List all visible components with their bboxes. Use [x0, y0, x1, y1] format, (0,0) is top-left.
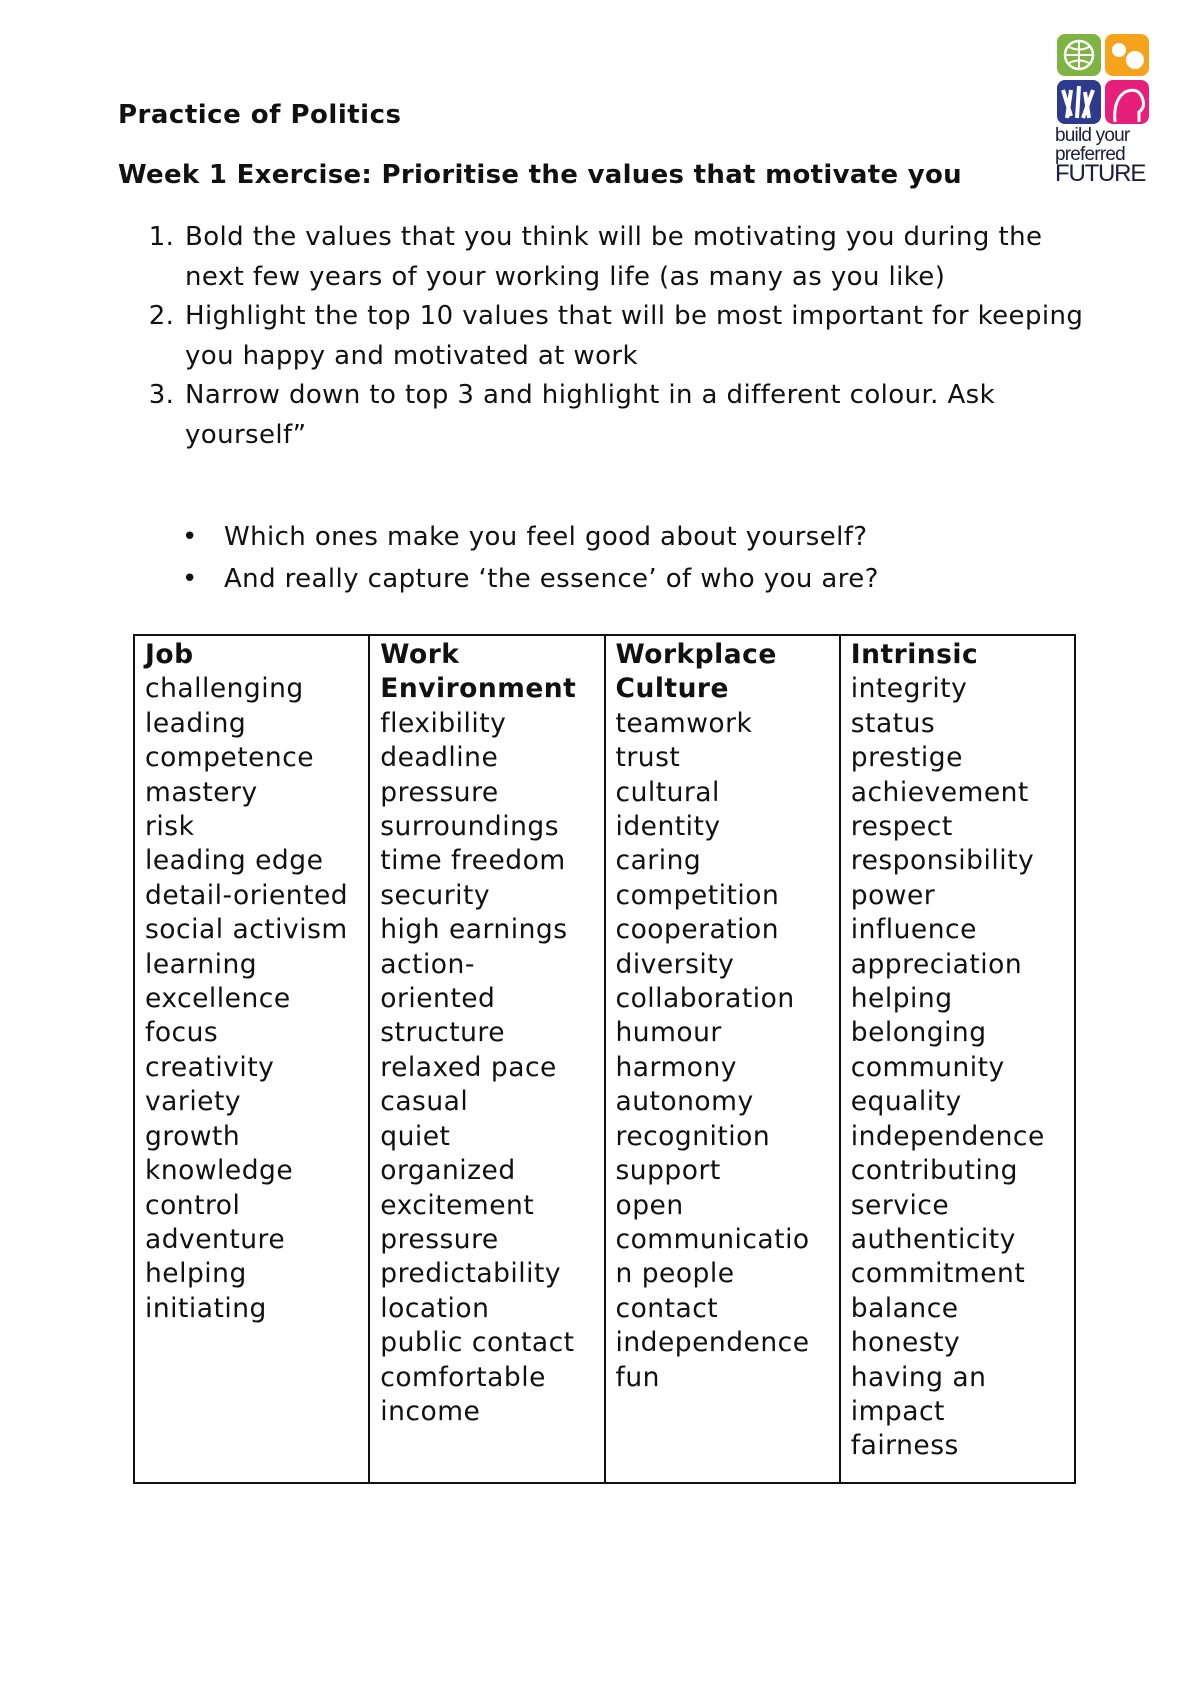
value-item: appreciation	[850, 948, 1023, 980]
value-item: authenticity	[850, 1223, 1016, 1255]
value-item: honesty	[850, 1327, 961, 1359]
value-item: pressure	[380, 776, 499, 808]
value-item: oriented	[380, 983, 496, 1015]
value-item: influence	[850, 914, 977, 946]
value-item: surroundings	[380, 811, 560, 843]
value-item: support	[615, 1155, 721, 1187]
value-item: helping	[145, 1258, 247, 1290]
value-item: diversity	[615, 948, 735, 980]
value-item: flexibility	[380, 707, 507, 739]
exercise-title: Week 1 Exercise: Prioritise the values that motivate you	[118, 160, 962, 190]
value-item: power	[850, 879, 936, 911]
value-item: impact	[850, 1395, 945, 1427]
value-item: having an	[850, 1361, 987, 1393]
values-list-work-environment	[380, 707, 593, 1430]
value-item: helping	[850, 983, 953, 1015]
value-item: equality	[850, 1086, 962, 1118]
value-item: humour	[615, 1017, 722, 1049]
column-header-work-environment-line2: Environment	[380, 673, 577, 705]
value-item: commitment	[850, 1258, 1026, 1290]
value-item: competence	[145, 742, 315, 774]
value-item: location	[380, 1292, 490, 1324]
value-item: pressure	[380, 1223, 499, 1255]
value-item: competition	[615, 879, 780, 911]
reflection-question-text: And really capture ‘the essence’ of who you are?	[224, 564, 879, 594]
reflection-question	[182, 558, 1082, 600]
value-item: detail-oriented	[145, 879, 349, 911]
logo-text-line1: build your	[1055, 125, 1130, 146]
value-item: caring	[615, 845, 702, 877]
build-your-preferred-future-logo	[1055, 34, 1153, 194]
column-header-workplace-culture-line2: Culture	[615, 673, 729, 705]
value-item: independence	[615, 1327, 810, 1359]
value-item: fun	[615, 1361, 660, 1393]
value-item: variety	[145, 1086, 242, 1118]
value-item: action-	[380, 948, 475, 980]
value-item: comfortable	[380, 1361, 546, 1393]
value-item: leading	[145, 707, 247, 739]
values-column-workplace-culture	[605, 635, 840, 1483]
value-item: integrity	[850, 673, 968, 705]
values-column-intrinsic	[840, 635, 1075, 1483]
value-item: collaboration	[615, 983, 795, 1015]
value-item: contributing	[850, 1155, 1018, 1187]
column-header-work-environment-line1: Work	[380, 639, 460, 670]
value-item: predictability	[380, 1258, 562, 1290]
value-item: balance	[850, 1292, 959, 1324]
value-item: initiating	[145, 1292, 267, 1324]
value-item: challenging	[145, 673, 304, 705]
value-item: n people	[615, 1258, 735, 1290]
value-item: quiet	[380, 1120, 451, 1152]
value-item: belonging	[850, 1017, 987, 1049]
value-item: autonomy	[615, 1086, 754, 1118]
column-header-job: Job	[145, 639, 194, 670]
value-item: time freedom	[380, 845, 566, 877]
reflection-question	[182, 516, 1082, 558]
value-item: teamwork	[615, 707, 753, 739]
value-item: growth	[145, 1120, 241, 1152]
column-header-workplace-culture-line1: Workplace	[615, 639, 777, 670]
value-item: excitement	[380, 1189, 535, 1221]
value-item: contact	[615, 1292, 719, 1324]
values-table	[133, 634, 1076, 1484]
value-item: knowledge	[145, 1155, 294, 1187]
values-list-workplace-culture	[616, 707, 829, 1395]
instruction-step-2: 2. Highlight the top 10 values that will be most important for keeping you happy and motivated at work	[183, 297, 1103, 376]
value-item: focus	[145, 1017, 219, 1049]
value-item: deadline	[380, 742, 499, 774]
value-item: service	[850, 1189, 950, 1221]
value-item: control	[145, 1189, 241, 1221]
values-column-work-environment	[369, 635, 604, 1483]
logo-text-line2: preferred	[1055, 144, 1125, 165]
reflection-question-text: Which ones make you feel good about yourself?	[224, 522, 868, 552]
value-item: identity	[615, 811, 721, 843]
value-item: harmony	[615, 1051, 737, 1083]
logo-mark-icon	[1055, 34, 1153, 124]
value-item: high earnings	[380, 914, 568, 946]
instruction-step-1: 1. Bold the values that you think will be motivating you during the next few years of your working life (as many as you like)	[183, 218, 1103, 297]
value-item: relaxed pace	[380, 1051, 557, 1083]
reflection-questions	[182, 516, 1082, 600]
value-item: income	[380, 1395, 481, 1427]
column-header-intrinsic: Intrinsic	[850, 639, 979, 670]
logo-text-line3: FUTURE	[1055, 160, 1146, 187]
value-item: status	[850, 707, 936, 739]
value-item: fairness	[850, 1430, 959, 1462]
value-item: creativity	[145, 1051, 275, 1083]
page-title: Practice of Politics	[118, 100, 402, 130]
value-item: social activism	[145, 914, 348, 946]
instruction-steps	[145, 218, 1103, 455]
value-item: public contact	[380, 1327, 575, 1359]
value-item: structure	[380, 1017, 506, 1049]
value-item: mastery	[145, 776, 258, 808]
value-item: communicatio	[615, 1223, 810, 1255]
values-list-job	[145, 672, 358, 1326]
values-column-job	[134, 635, 369, 1483]
value-item: security	[380, 879, 491, 911]
value-item: organized	[380, 1155, 516, 1187]
value-item: prestige	[850, 742, 963, 774]
value-item: excellence	[145, 983, 291, 1015]
value-item: recognition	[615, 1120, 771, 1152]
value-item: adventure	[145, 1223, 286, 1255]
value-item: responsibility	[850, 845, 1035, 877]
value-item: learning	[145, 948, 258, 980]
bullet-icon: •	[182, 564, 198, 594]
value-item: cultural	[615, 776, 720, 808]
value-item: trust	[615, 742, 681, 774]
value-item: respect	[850, 811, 953, 843]
value-item: casual	[380, 1086, 469, 1118]
instruction-step-3: 3. Narrow down to top 3 and highlight in a different colour. Ask yourself”	[183, 376, 1103, 455]
value-item: cooperation	[615, 914, 780, 946]
value-item: community	[850, 1051, 1005, 1083]
values-list-intrinsic	[851, 672, 1064, 1463]
value-item: leading edge	[145, 845, 324, 877]
value-item: risk	[145, 811, 195, 843]
value-item: open	[615, 1189, 684, 1221]
bullet-icon: •	[182, 522, 198, 552]
value-item: independence	[850, 1120, 1045, 1152]
value-item: achievement	[850, 776, 1029, 808]
